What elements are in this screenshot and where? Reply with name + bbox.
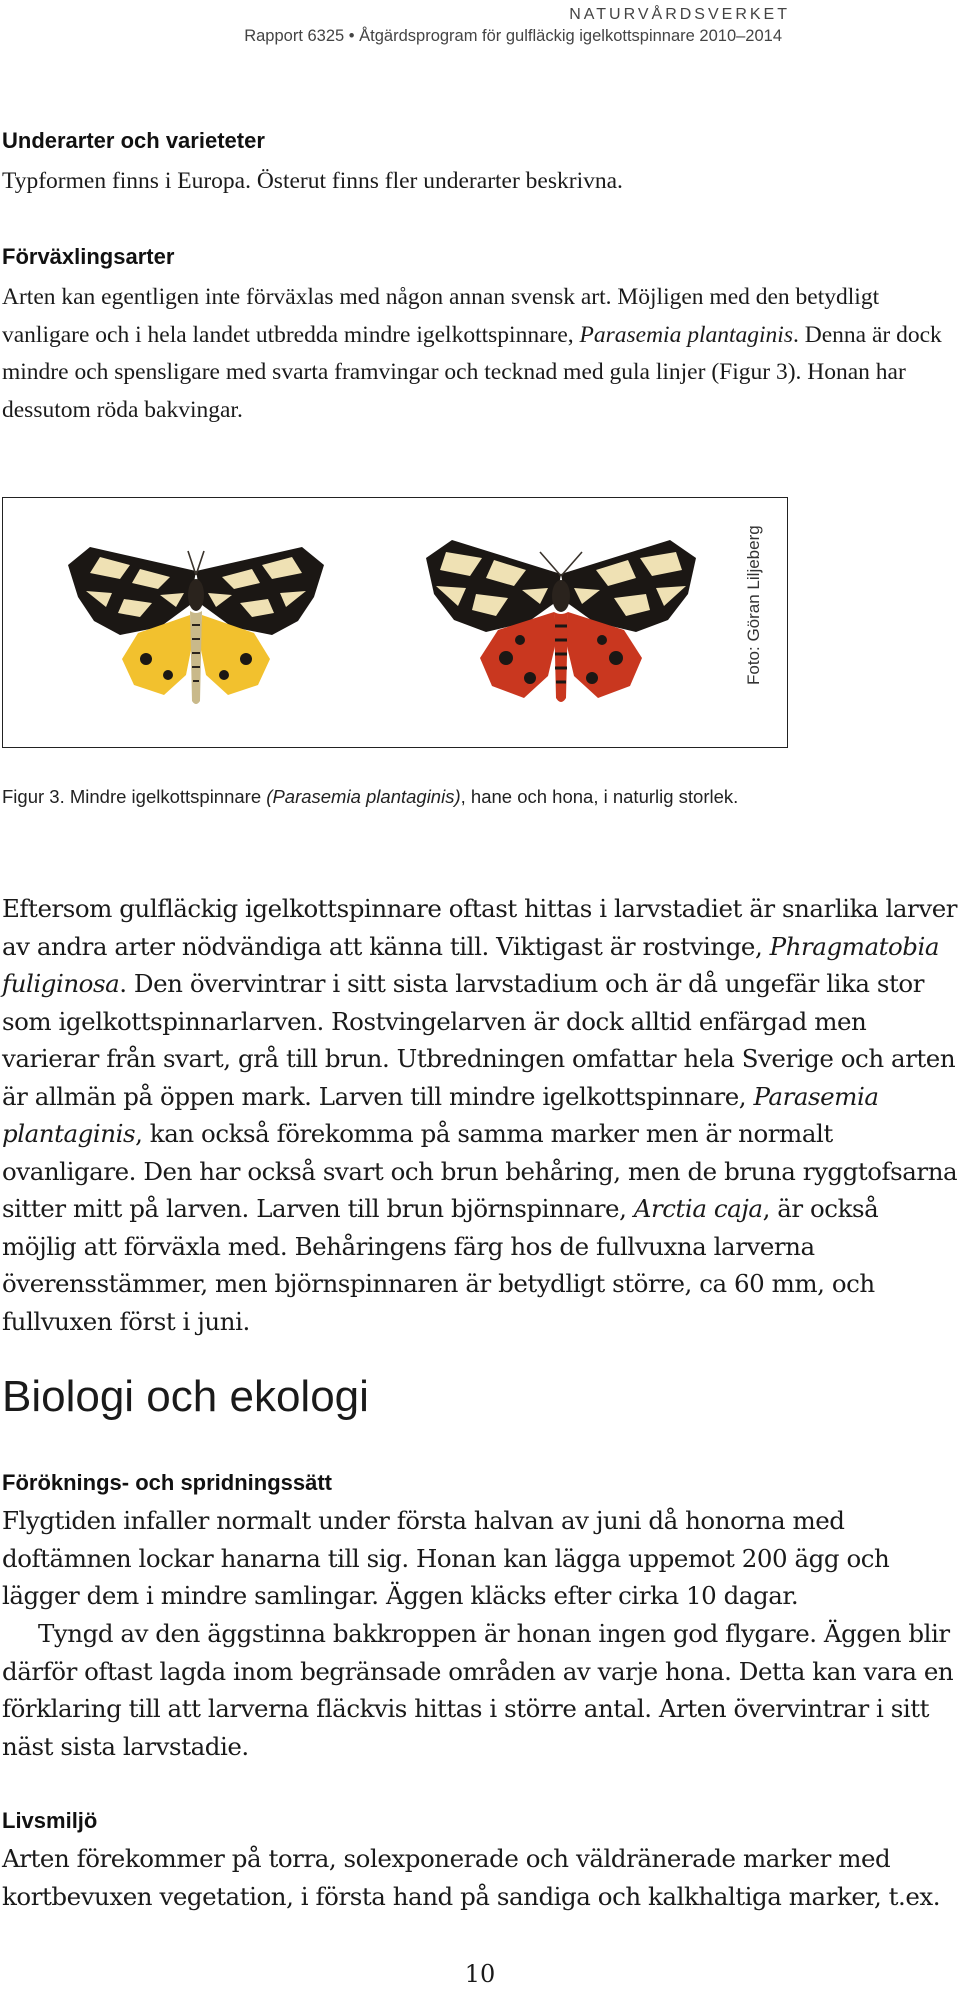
- forvaxling-text-1: Arten kan egentligen inte förväxlas med någon annan svensk art. Möjligen med den betydligt vanligare och i hela landet utbredda mindre igelkottspinnare,: [2, 284, 880, 348]
- larv-species-phragmatobia: Phragmatobia fuliginosa: [2, 931, 940, 998]
- page-number: 10: [464, 1960, 496, 1988]
- heading-forokning: Föröknings- och spridningssätt: [2, 1470, 333, 1495]
- forokning-p1: Flygtiden infaller normalt under första halvan av juni då honorna med doftämnen lockar hanarna till sig. Honan kan lägga uppemot 200 ägg och lägger dem i mindre samlingar. Äggen kläcks efter cirka 10 dagar.: [2, 1506, 890, 1610]
- photo-credit: Foto: Göran Liljeberg: [744, 525, 763, 685]
- larv-text-g: , är också möjlig att förväxla med. Behåringens färg hos de fullvuxna larverna överensstämmer, men björnspinnaren är betydligt större, ca 60 mm, och fullvuxen först i juni.: [2, 1194, 879, 1336]
- livsmiljo-text: Arten förekommer på torra, solexponerade och väldränerade marker med kortbevuxen vegetation, i första hand på sandiga och kalkhaltiga marker, t.ex.: [2, 1844, 941, 1911]
- moth-female-image: [420, 530, 702, 710]
- moth-male-image: [60, 535, 332, 715]
- larv-species-parasemia: Parasemia plantaginis: [2, 1081, 879, 1148]
- forvaxling-text: [2, 279, 958, 429]
- heading-forvaxlingsarter: Förväxlingsarter: [2, 244, 175, 269]
- report-title: Rapport 6325 • Åtgärdsprogram för gulfläckig igelkottspinnare 2010–2014: [244, 27, 782, 45]
- caption-suffix: , hane och hona, i naturlig storlek.: [460, 786, 739, 807]
- larv-species-arctia: Arctia caja: [633, 1194, 763, 1223]
- agency-name: NATURVÅRDSVERKET: [569, 6, 790, 23]
- section-title-biologi: Biologi och ekologi: [2, 1372, 369, 1421]
- larv-text-a: Eftersom gulfläckig igelkottspinnare oftast hittas i larvstadiet är snarlika larver av andra arter nödvändiga att känna till. Viktigast är rostvinge,: [2, 894, 958, 961]
- heading-livsmiljo: Livsmiljö: [2, 1808, 98, 1833]
- caption-prefix: Figur 3. Mindre igelkottspinnare: [2, 786, 267, 807]
- larv-text-e: , kan också förekomma på samma marker men är normalt ovanligare. Den har också svart och brun behåring, men de bruna ryggtofsarna sitter mitt på larven. Larven till brun björnspinnare,: [2, 1119, 958, 1223]
- larv-text-c: . Den övervintrar i sitt sista larvstadium och är då ungefär lika stor som igelkottspinnarlarven. Rostvingelarven är dock alltid enfärgad men varierar från svart, grå till brun. Utbredningen omfattar hela Sverige och arten är allmän på öppen mark. Larven till mindre igelkottspinnare,: [2, 969, 956, 1111]
- underarter-text: Typformen finns i Europa. Österut finns fler underarter beskrivna.: [2, 168, 623, 194]
- caption-species: (Parasemia plantaginis): [266, 786, 461, 807]
- larv-paragraph: [2, 890, 958, 1340]
- forokning-p2: Tyngd av den äggstinna bakkroppen är honan ingen god flygare. Äggen blir därför oftast lagda inom begränsade områden av varje hona. Detta kan vara en förklaring till att larverna fläckvis hittas i större antal. Arten övervintrar i sitt näst sista larvstadie.: [2, 1619, 954, 1761]
- forvaxling-text-2: . Denna är dock mindre och spensligare med svarta framvingar och tecknad med gula linjer (Figur 3). Honan har dessutom röda bakvingar.: [2, 321, 942, 423]
- figure-caption: [2, 786, 738, 808]
- heading-underarter: Underarter och varieteter: [2, 128, 265, 153]
- forvaxling-species: Parasemia plantaginis: [579, 321, 793, 348]
